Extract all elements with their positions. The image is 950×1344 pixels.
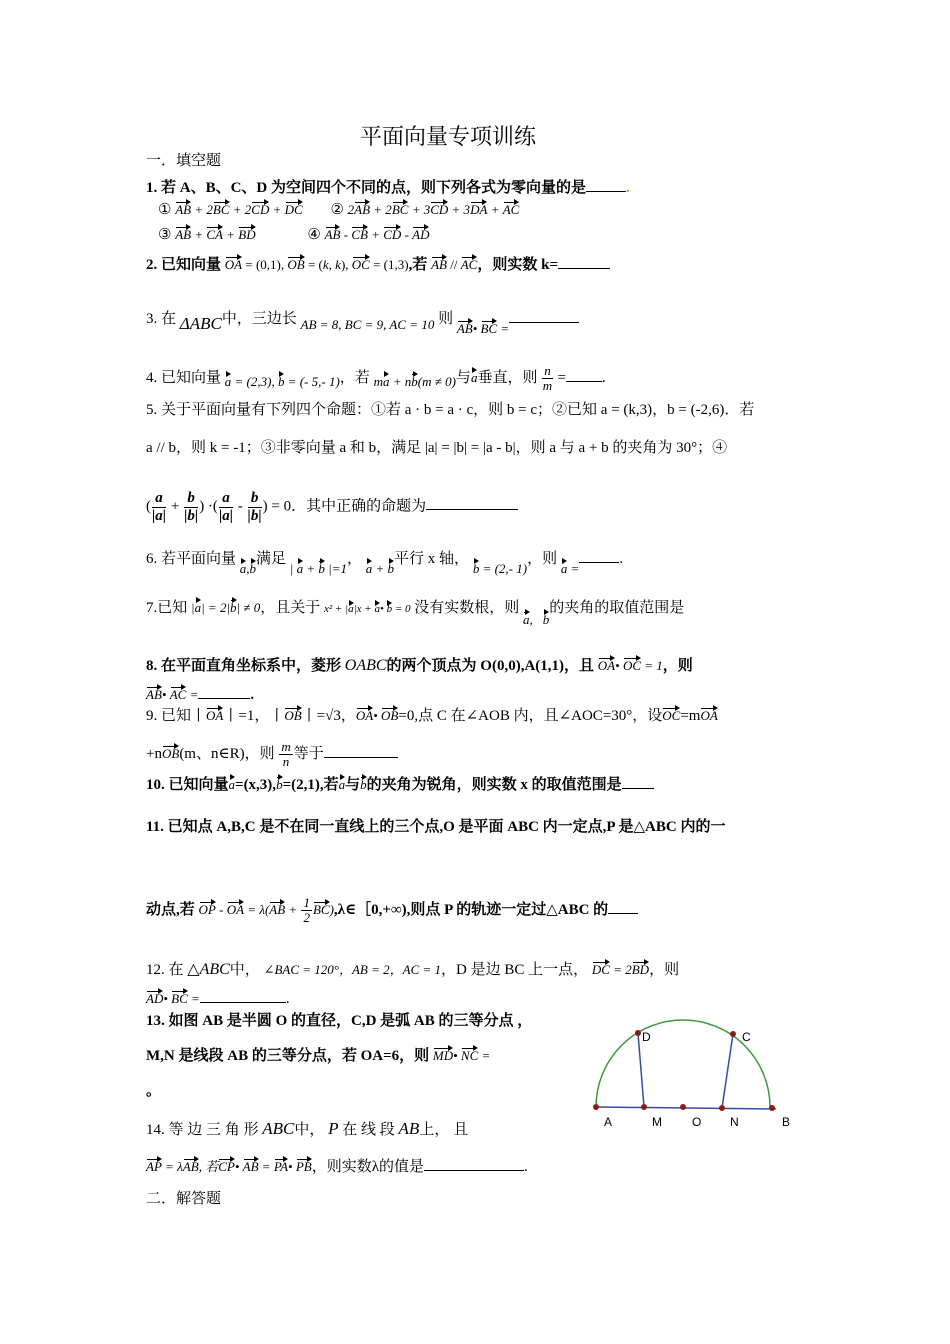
question-10-d: 的夹角为锐角，则实数 x 的取值范围是 (366, 777, 622, 793)
option-3-label: ③ (158, 227, 172, 243)
question-13-text: M,N 是线段 AB 的三等分点，若 OA=6，则 (146, 1048, 430, 1064)
question-9-line2a: +n (146, 746, 162, 763)
label-o: O (692, 1115, 702, 1129)
question-11-line2: 动点,若 OP - OA = λ(AB + $\frac{1}{2}$ BC),λ∈［0,+∞),则点 P 的轨迹一定过△ABC 的 (146, 896, 638, 926)
question-1-options-row1: ① AB + 2BC + 2CD + DC ② 2AB + 2BC + 3CD + 3DA + AC (158, 202, 520, 218)
option-1-label: ① (158, 202, 172, 218)
label-b: B (782, 1115, 791, 1129)
point-d (635, 1030, 641, 1036)
point-m (641, 1104, 647, 1110)
question-9-line2c: 等于 (293, 746, 324, 763)
question-3-triangle: ΔABC (179, 314, 222, 333)
label-a: A (604, 1115, 613, 1129)
question-7: 7.已知 |a| = 2|b| ≠ 0，且关于 x² + |a|x + a• b = 0 没有实数根，则 a, b的夹角的取值范围是 (146, 600, 685, 627)
question-14-line1 (146, 1120, 468, 1138)
question-5-line3: ( $\frac{a}{|a|}$ + $\frac{b}{|b|}$ ) ·( $\frac{a}{|a|}$ - $\frac{b}{|b|}$ ) = 0．其中正确的命题为 (146, 490, 518, 524)
question-14-text: ，则实数λ的值是 (311, 1159, 425, 1175)
question-3-pre: 3. 在 (146, 311, 177, 327)
question-10-b: =(2,1),若 (282, 777, 339, 793)
question-11-line1: 11. 已知点 A,B,C 是不在同一直线上的三个点,O 是平面 ABC 内一定点,P 是△ABC 内的一 (146, 819, 726, 835)
question-3-sides: AB = 8, BC = 9, AC = 10 (300, 317, 435, 332)
question-8-mid: 的两个顶点为 O(0,0),A(1,1)，且 (386, 658, 595, 674)
question-5-line1: 5. 关于平面向量有下列四个命题：①若 a · b = a · c，则 b = c；②已知 a = (k,3)，b = (-2,6)．若 (146, 402, 755, 418)
question-12-cond: ∠BAC = 120°，AB = 2，AC = 1 (263, 962, 442, 977)
diameter-ab (596, 1107, 776, 1109)
question-9-pre: 9. 已知丨 (146, 708, 207, 724)
question-7-m1: ，且关于 (260, 600, 321, 616)
semicircle-figure (586, 1010, 806, 1130)
question-9-line2: +nOB(m、n∈R)，则 $\frac{m}{n}$ 等于 (146, 740, 398, 770)
point-a (593, 1104, 599, 1110)
question-11-line2b: ,λ∈［0,+∞),则点 P 的轨迹一定过△ABC 的 (333, 901, 609, 918)
question-10: 10. 已知向量a=(x,3),b=(2,1),若a与b的夹角为锐角，则实数 x 的取值范围是 (146, 776, 654, 793)
question-6: 6. 若平面向量 a,b满足 | a + b |=1， a + b平行 x 轴， b = (2,- 1)，则 a =. (146, 551, 624, 576)
question-10-c: 与 (345, 777, 361, 793)
question-11-line2a: 动点,若 (146, 901, 195, 918)
question-8-shape: OABC (344, 657, 387, 674)
label-n: N (730, 1115, 739, 1129)
question-12-mid: 中， (229, 962, 260, 978)
section-answer: 二．解答题 (146, 1191, 222, 1207)
question-8-line2: AB• AC = . (146, 687, 255, 703)
point-b (769, 1105, 775, 1111)
question-3: 3. 在 ΔABC中，三边长 AB = 8, BC = 9, AC = 10 则 AB• BC = (146, 309, 579, 327)
question-12: 12. 在 △ABC中， ∠BAC = 120°，AB = 2，AC = 1，D 是边 BC 上一点， DC = 2BD，则 (146, 961, 680, 978)
question-10-a: =(x,3), (235, 777, 277, 793)
question-6-m4: ，则 (527, 551, 558, 567)
question-4-perp: 垂直，则 (477, 370, 538, 387)
segment-md (638, 1033, 644, 1107)
question-8-pre: 8. 在平面直角坐标系中，菱形 (146, 658, 342, 674)
question-6-pre: 6. 若平面向量 (146, 551, 237, 567)
question-9-c: =0,点 C 在∠AOB 内，且∠AOC=30°，设 (398, 708, 663, 724)
question-1: 1. 若 A、B、C、D 为空间四个不同的点，则下列各式为零向量的是 . (146, 180, 630, 196)
question-14-line2: AP = λAB, 若CP• AB = PA• PB，则实数λ的值是 . (146, 1159, 528, 1175)
point-o (680, 1104, 686, 1110)
question-14-on-segment: 在 线 段 (342, 1122, 395, 1138)
question-9-line1: 9. 已知丨OA丨=1，丨OB丨=√3，OA• OB=0,点 C 在∠AOB 内，且∠AOC=30°，设OC=mOA (146, 708, 718, 724)
question-2-post: ，则实数 k= (477, 257, 558, 273)
question-10-pre: 10. 已知向量 (146, 777, 229, 793)
question-13-end: 。 (146, 1083, 162, 1099)
question-3-then: 则 (438, 311, 454, 327)
question-1-text: 1. 若 A、B、C、D 为空间四个不同的点，则下列各式为零向量的是 (146, 180, 587, 196)
question-9-d: =m (680, 708, 701, 724)
question-4-eq: = (557, 370, 566, 387)
question-2-mid: ,若 (408, 257, 428, 273)
label-d: D (642, 1030, 651, 1044)
question-12-pre: 12. 在 (146, 962, 184, 978)
section-fill-in: 一．填空题 (146, 153, 222, 169)
question-2: 2. 已知向量 OA = (0,1), OB = (k, k), OC = (1,3),若 AB // AC，则实数 k= (146, 256, 610, 273)
question-14-pre: 14. 等 边 三 角 形 (146, 1122, 259, 1138)
question-12-line2: AD• BC = . (146, 991, 290, 1007)
page-title: 平面向量专项训练 (360, 124, 537, 149)
point-n (719, 1105, 725, 1111)
question-1-options-row2: ③ AB + CA + BD ④ AB - CB + CD - AD (158, 227, 430, 243)
option-2-label: ② (330, 202, 344, 218)
question-12-then: ，则 (649, 962, 680, 978)
question-4-pre: 4. 已知向量 (146, 370, 222, 387)
label-c: C (742, 1030, 751, 1044)
question-12-d: ，D 是边 BC 上一点， (441, 962, 589, 978)
question-8: 8. 在平面直角坐标系中，菱形 OABC的两个顶点为 O(0,0),A(1,1)，且 OA• OC = 1，则 (146, 657, 693, 674)
question-9-b: 丨=√3， (301, 708, 356, 724)
question-6-m2: ， (347, 551, 363, 567)
question-7-m3: 的夹角的取值范围是 (549, 600, 685, 616)
question-6-m1: 满足 (256, 551, 287, 567)
question-7-m2: 没有实数根，则 (414, 600, 520, 616)
question-13-line1: 13. 如图 AB 是半圆 O 的直径，C,D 是弧 AB 的三等分点 ， (146, 1013, 533, 1029)
question-3-mid: 中，三边长 (221, 311, 297, 327)
question-4-cond: ，若 (339, 370, 370, 387)
question-14-mid: 中， (294, 1122, 325, 1138)
question-5-line2: a // b，则 k = -1；③非零向量 a 和 b，满足 |a| = |b| = |a - b|，则 a 与 a + b 的夹角为 30°；④ (146, 440, 728, 456)
segment-nc (722, 1034, 733, 1108)
question-8-then: ，则 (662, 658, 693, 674)
question-5-conclusion: = 0．其中正确的命题为 (271, 498, 427, 515)
question-12-triangle: △ABC (187, 961, 230, 978)
question-6-m3: 平行 x 轴， (394, 551, 470, 567)
question-13-line2: M,N 是线段 AB 的三等分点，若 OA=6，则 MD• NC = (146, 1048, 491, 1064)
point-c (730, 1031, 736, 1037)
question-14-point-p: P (328, 1119, 339, 1138)
question-9-line2b: (m、n∈R)，则 (179, 746, 275, 763)
question-9-a: 丨=1，丨 (223, 708, 285, 724)
option-4-label: ④ (307, 227, 321, 243)
question-7-pre: 7.已知 (146, 600, 188, 616)
question-14-segment-ab: AB (398, 1119, 420, 1138)
question-4-with: 与 (455, 370, 471, 387)
question-2-pre: 2. 已知向量 (146, 257, 222, 273)
question-14-triangle: ABC (262, 1119, 295, 1138)
label-m: M (652, 1115, 662, 1129)
question-4: 4. 已知向量 a = (2,3), b = (- 5,- 1)，若 ma + nb(m ≠ 0)与a垂直，则 $\frac{n}{m}$ = . (146, 363, 606, 394)
question-14-and: 上， 且 (419, 1122, 469, 1138)
